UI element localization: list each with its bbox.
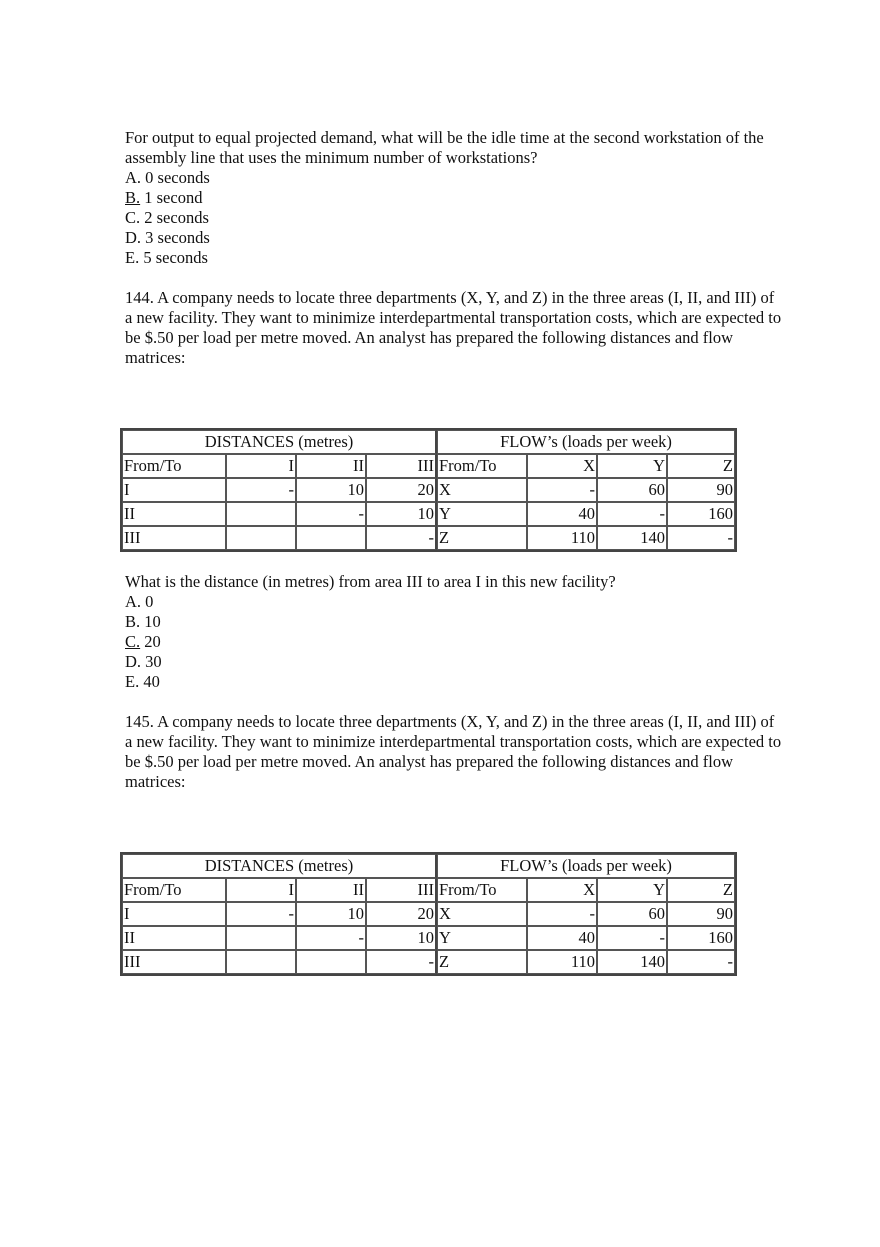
q144-stem: 144. A company needs to locate three departments (X, Y, and Z) in the three areas (I, II, and III) of a new facility. They want to minimize interdepartmental transportation costs, which are expected to be $.50 per load per metre moved. An analyst has prepared the following distances and flow matrices:: [125, 288, 782, 367]
q143-option-b: B. 1 second: [125, 188, 203, 207]
q143-option-a: A. 0 seconds: [125, 168, 210, 187]
correct-answer-marker: C.: [125, 632, 141, 651]
table-row: II - 10 Y 40 - 160: [122, 502, 735, 526]
q144-option-a: A. 0: [125, 592, 154, 611]
distances-title: DISTANCES (metres): [122, 430, 437, 454]
table-row: III - Z 110 140 -: [122, 526, 735, 550]
table-header-row: From/To I II III From/To X Y Z: [122, 878, 735, 902]
q145-matrix-table: [120, 852, 737, 976]
table-row: I - 10 20 X - 60 90: [122, 902, 735, 926]
q144-option-b: B. 10: [125, 612, 161, 631]
table-row: II - 10 Y 40 - 160: [122, 926, 735, 950]
table-header-row: From/To I II III From/To X Y Z: [122, 454, 735, 478]
q144-options: [125, 592, 785, 692]
table-row: III - Z 110 140 -: [122, 950, 735, 974]
q144-question: What is the distance (in metres) from area III to area I in this new facility?: [125, 572, 616, 591]
flow-title: FLOW’s (loads per week): [437, 430, 735, 454]
document-page: [125, 128, 785, 976]
q144-option-d: D. 30: [125, 652, 162, 671]
q145-stem: 145. A company needs to locate three departments (X, Y, and Z) in the three areas (I, II, and III) of a new facility. They want to minimize interdepartmental transportation costs, which are expected to be $.50 per load per metre moved. An analyst has prepared the following distances and flow matrices:: [125, 712, 782, 791]
correct-answer-marker: B.: [125, 188, 141, 207]
q144-matrix-table: [120, 428, 737, 552]
q143-option-c: C. 2 seconds: [125, 208, 209, 227]
table-row: I - 10 20 X - 60 90: [122, 478, 735, 502]
distances-title: DISTANCES (metres): [122, 854, 437, 878]
q143-option-d: D. 3 seconds: [125, 228, 210, 247]
q143-stem: For output to equal projected demand, what will be the idle time at the second workstation of the assembly line that uses the minimum number of workstations?: [125, 128, 764, 167]
flow-title: FLOW’s (loads per week): [437, 854, 735, 878]
q143-options: [125, 168, 785, 268]
q144-option-c: C. 20: [125, 632, 161, 651]
q144-option-e: E. 40: [125, 672, 160, 691]
q143-option-e: E. 5 seconds: [125, 248, 208, 267]
